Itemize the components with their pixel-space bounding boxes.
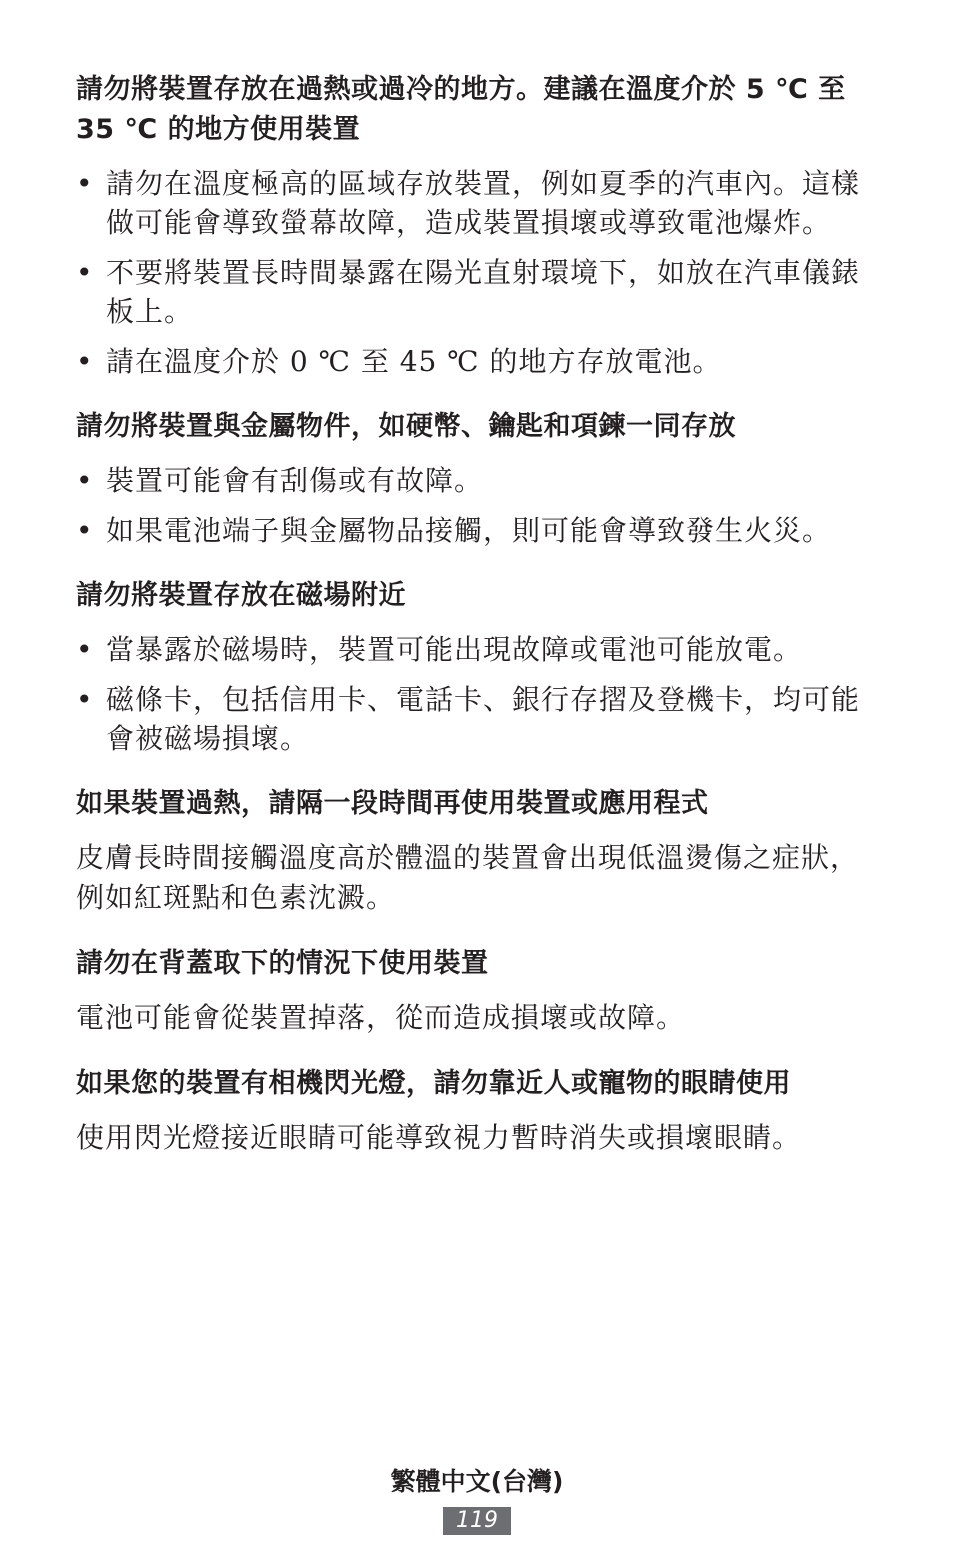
bullet-item xyxy=(76,342,876,381)
bullet-item xyxy=(76,511,876,550)
bullet-item xyxy=(76,461,876,500)
bullet-icon: • xyxy=(76,464,94,497)
bullet-text: 磁條卡，包括信用卡、電話卡、銀行存摺及登機卡，均可能會被磁場損壞。 xyxy=(106,683,861,755)
bullet-icon: • xyxy=(76,514,94,547)
section-heading: 如果您的裝置有相機閃光燈，請勿靠近人或寵物的眼睛使用 xyxy=(76,1068,791,1099)
section-temperature xyxy=(76,70,876,381)
bullet-item xyxy=(76,253,876,331)
section-heading: 請勿將裝置存放在磁場附近 xyxy=(76,580,406,611)
bullet-item xyxy=(76,680,876,758)
bullet-icon: • xyxy=(76,683,94,716)
section-paragraph: 皮膚長時間接觸溫度高於體溫的裝置會出現低溫燙傷之症狀，例如紅斑點和色素沈澱。 xyxy=(76,841,860,914)
section-paragraph: 電池可能會從裝置掉落，從而造成損壞或故障。 xyxy=(76,1001,686,1034)
bullet-icon: • xyxy=(76,633,94,666)
bullet-text: 不要將裝置長時間暴露在陽光直射環境下，如放在汽車儀錶板上。 xyxy=(106,256,861,328)
page-number-badge: 119 xyxy=(443,1507,511,1535)
section-heading: 請勿將裝置與金屬物件，如硬幣、鑰匙和項鍊一同存放 xyxy=(76,411,736,442)
bullet-item xyxy=(76,630,876,669)
bullet-list xyxy=(76,164,876,381)
footer-language: 繁體中文(台灣) xyxy=(390,1467,564,1496)
bullet-item xyxy=(76,164,876,242)
section-paragraph: 使用閃光燈接近眼睛可能導致視力暫時消失或損壞眼睛。 xyxy=(76,1121,802,1154)
section-metal-objects xyxy=(76,407,876,550)
bullet-text: 請勿在溫度極高的區域存放裝置，例如夏季的汽車內。這樣做可能會導致螢幕故障，造成裝置損壞或導致電池爆炸。 xyxy=(106,167,861,239)
bullet-icon: • xyxy=(76,167,94,200)
section-heading: 請勿在背蓋取下的情況下使用裝置 xyxy=(76,948,489,979)
bullet-text: 請在溫度介於 0 ℃ 至 45 ℃ 的地方存放電池。 xyxy=(106,345,722,378)
document-body xyxy=(76,70,876,1184)
bullet-text: 裝置可能會有刮傷或有故障。 xyxy=(106,464,484,497)
bullet-icon: • xyxy=(76,256,94,289)
section-magnetic-fields xyxy=(76,576,876,758)
bullet-icon: • xyxy=(76,345,94,378)
bullet-text: 如果電池端子與金屬物品接觸，則可能會導致發生火災。 xyxy=(106,514,832,547)
section-camera-flash xyxy=(76,1064,876,1158)
section-heading: 請勿將裝置存放在過熱或過冷的地方。建議在溫度介於 5 ℃ 至 35 ℃ 的地方使用裝置 xyxy=(76,74,846,145)
section-back-cover xyxy=(76,944,876,1038)
bullet-list xyxy=(76,461,876,550)
section-overheating xyxy=(76,784,876,918)
section-heading: 如果裝置過熱，請隔一段時間再使用裝置或應用程式 xyxy=(76,788,709,819)
bullet-text: 當暴露於磁場時，裝置可能出現故障或電池可能放電。 xyxy=(106,633,803,666)
bullet-list xyxy=(76,630,876,758)
